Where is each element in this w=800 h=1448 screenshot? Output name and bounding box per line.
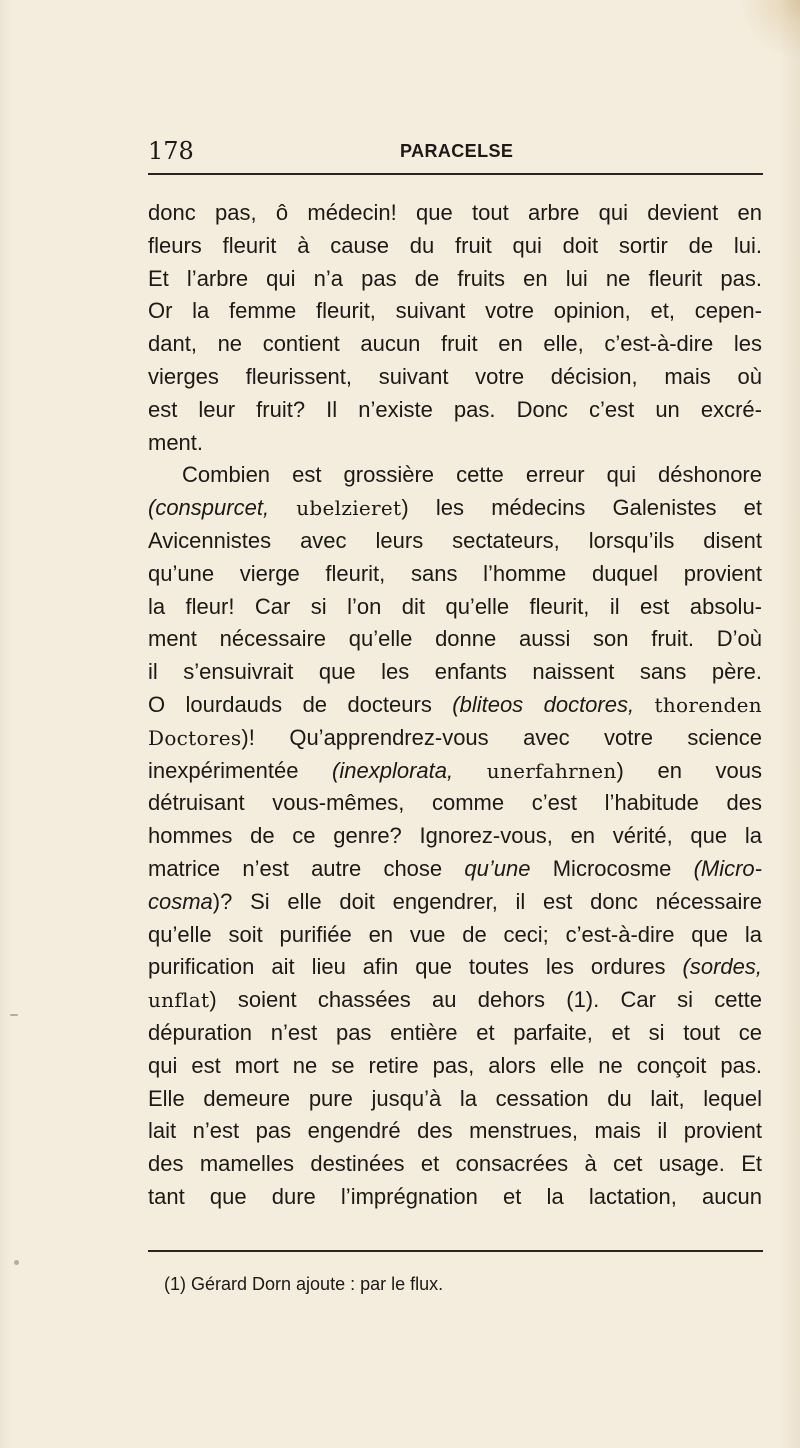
- text-line: est leur fruit? Il n’existe pas. Donc c’est un excré-: [148, 396, 762, 422]
- text-line: fleurs fleurit à cause du fruit qui doit sortir de lui.: [148, 232, 762, 258]
- italic-text: qu’une: [464, 855, 531, 881]
- text-line: qui est mort ne se retire pas, alors elle ne conçoit pas.: [148, 1052, 762, 1078]
- text-line: hommes de ce genre? Ignorez-vous, en vérité, que la: [148, 823, 762, 849]
- text-fragment: O lourdauds de docteurs: [148, 691, 432, 717]
- text-line: lait n’est pas engendré des menstrues, mais il provient: [148, 1118, 762, 1144]
- text-fragment: en vous: [657, 757, 762, 783]
- latin-term: (conspurcet,: [148, 495, 270, 521]
- text-line: qu’elle soit purifiée en vue de ceci; c’est-à-dire que la: [148, 921, 762, 947]
- text-line: donc pas, ô médecin! que tout arbre qui devient en: [148, 200, 762, 225]
- latin-term: (Micro-: [693, 855, 762, 881]
- text-line: [148, 689, 762, 722]
- text-line: Avicennistes avec leurs sectateurs, lorsqu’ils disent: [148, 527, 762, 553]
- page-header: [148, 136, 763, 170]
- german-term: Doctores: [148, 725, 242, 750]
- footnote-rule: [148, 1250, 763, 1252]
- text-line: unflat) soient chassées au dehors (1). Car si cette: [148, 987, 762, 1013]
- text-line: dépuration n’est pas entière et parfaite, et si tout ce: [148, 1019, 762, 1045]
- text-line: il s’ensuivrait que les enfants naissent sans père.: [148, 659, 762, 685]
- text-line: Et l’arbre qui n’a pas de fruits en lui ne fleurit pas.: [148, 265, 762, 291]
- text-line: Or la femme fleurit, suivant votre opinion, et, cepen-: [148, 298, 762, 324]
- text-line: tant que dure l’imprégnation et la lactation, aucun: [148, 1183, 762, 1209]
- paper-speck: [14, 1260, 19, 1265]
- header-rule: [148, 173, 763, 175]
- text-fragment: inexpérimentée: [148, 757, 299, 783]
- text-line: cosma)? Si elle doit engendrer, il est donc nécessaire: [148, 888, 762, 914]
- latin-term: cosma: [148, 888, 213, 914]
- text-line: détruisant vous-mêmes, comme c’est l’habitude des: [148, 790, 762, 816]
- page-number: 178: [148, 137, 194, 165]
- text-fragment: ? Si elle doit engendrer, il est donc nécessaire: [220, 888, 762, 914]
- text-fragment: les médecins Galenistes et: [435, 495, 762, 521]
- text-fragment: )!: [241, 724, 255, 750]
- text-line: la fleur! Car si l’on dit qu’elle fleurit, il est absolu-: [148, 593, 762, 619]
- latin-term: (sordes,: [682, 954, 762, 980]
- german-term: unerfahrnen: [486, 758, 617, 783]
- text-line: Elle demeure pure jusqu’à la cessation du lait, lequel: [148, 1085, 762, 1111]
- text-line: [148, 722, 762, 755]
- text-fragment: soient chassées au dehors (1). Car si cette: [237, 987, 762, 1013]
- german-term: thorenden: [654, 692, 762, 717]
- text-line: des mamelles destinées et consacrées à cet usage. Et: [148, 1151, 762, 1177]
- german-term: unflat: [148, 988, 210, 1013]
- text-line: vierges fleurissent, suivant votre décision, mais où: [148, 363, 762, 389]
- german-term: ubelzieret: [296, 496, 402, 521]
- text-line: [148, 853, 762, 886]
- text-fragment: purification ait lieu afin que toutes les ordures: [148, 954, 666, 980]
- text-fragment: Microcosme: [552, 855, 672, 881]
- running-title: PARACELSE: [400, 141, 514, 161]
- text-line: (conspurcet, ubelzieret) les médecins Galenistes et: [148, 495, 762, 521]
- footnote: (1) Gérard Dorn ajoute : par le flux.: [164, 1274, 444, 1294]
- text-line: ment.: [148, 429, 204, 455]
- text-fragment: Qu’apprendrez-vous avec votre science: [289, 724, 762, 750]
- latin-term: (bliteos doctores,: [452, 691, 635, 717]
- text-line: ment nécessaire qu’elle donne aussi son fruit. D’où: [148, 626, 762, 652]
- latin-term: (inexplorata,: [332, 757, 454, 783]
- main-text: [148, 197, 762, 1214]
- text-line: [148, 951, 762, 984]
- text-line: Combien est grossière cette erreur qui déshonore: [182, 462, 762, 488]
- paper-mark: [10, 1014, 18, 1016]
- text-fragment: matrice n’est autre chose: [148, 855, 443, 881]
- text-line: inexpérimentée (inexplorata, unerfahrnen) en vous: [148, 757, 762, 783]
- text-line: qu’une vierge fleurit, sans l’homme duquel provient: [148, 560, 762, 586]
- text-line: dant, ne contient aucun fruit en elle, c’est-à-dire les: [148, 331, 762, 357]
